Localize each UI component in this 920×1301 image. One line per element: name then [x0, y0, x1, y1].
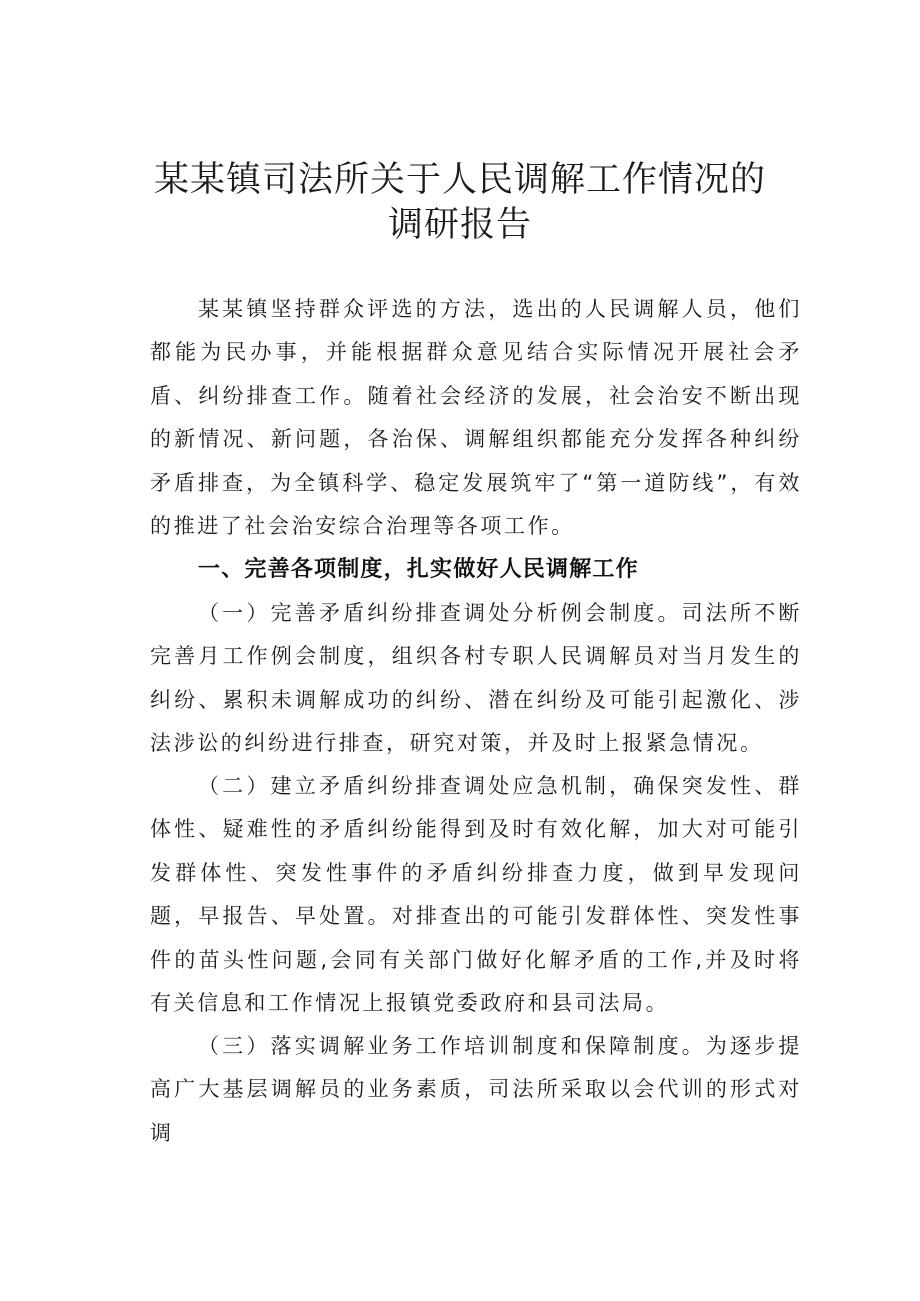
- document-title-line-1: 某某镇司法所关于人民调解工作情况的: [153, 160, 766, 200]
- section-item-1-paragraph: （一）完善矛盾纠纷排查调处分析例会制度。司法所不断完善月工作例会制度，组织各村专职人民调解员对当月发生的纠纷、累积未调解成功的纠纷、潜在纠纷及可能引起激化、涉法涉讼的纠纷进行排查，研究对策，并及时上报紧急情况。: [150, 601, 802, 756]
- section-item-3-paragraph: （三）落实调解业务工作培训制度和保障制度。为逐步提高广大基层调解员的业务素质，司法所采取以会代训的形式对调: [150, 1034, 802, 1145]
- intro-paragraph: 某某镇坚持群众评选的方法，选出的人民调解人员，他们都能为民办事，并能根据群众意见结合实际情况开展社会矛盾、纠纷排查工作。随着社会经济的发展，社会治安不断出现的新情况、新问题，各治保、调解组织都能充分发挥各种纠纷矛盾排查，为全镇科学、稳定发展筑牢了“第一道防线”，有效的推进了社会治安综合治理等各项工作。: [150, 297, 802, 539]
- document-title-line-2: 调研报告: [387, 205, 532, 245]
- section-heading: 一、完善各项制度，扎实做好人民调解工作: [198, 557, 639, 582]
- section-item-2-paragraph: （二）建立矛盾纠纷排查调处应急机制，确保突发性、群体性、疑难性的矛盾纠纷能得到及时有效化解，加大对可能引发群体性、突发性事件的矛盾纠纷排查力度，做到早发现问题，早报告、早处置。对排查出的可能引发群体性、突发性事件的苗头性问题,会同有关部门做好化解矛盾的工作,并及时将有关信息和工作情况上报镇党委政府和县司法局。: [150, 774, 802, 1016]
